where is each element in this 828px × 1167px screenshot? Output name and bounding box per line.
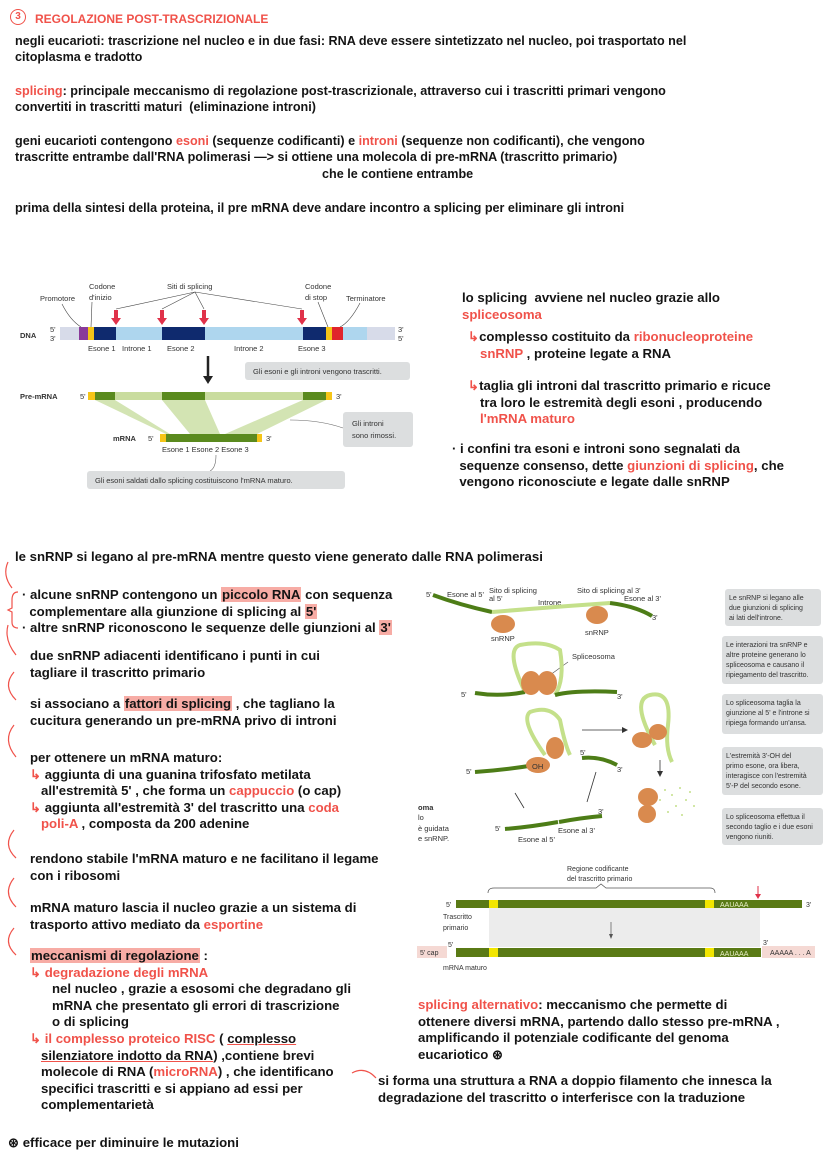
- svg-text:5'-P del secondo esone.: 5'-P del secondo esone.: [726, 783, 801, 790]
- text-line: [15, 200, 624, 216]
- caption-box: Gli esoni e gli introni vengono trascritti.: [253, 367, 382, 376]
- svg-text:Trascritto: Trascritto: [443, 914, 472, 921]
- cropped-caption: oma: [418, 803, 434, 812]
- svg-text:3': 3': [763, 940, 769, 947]
- paragraph-pre-mrna: [15, 200, 624, 216]
- svg-text:5': 5': [80, 392, 86, 401]
- text-line: [15, 549, 543, 566]
- svg-text:interagisce con l'estremità: interagisce con l'estremità: [726, 773, 807, 780]
- text-line: [418, 1014, 780, 1031]
- svg-text:ripiegamento del trascritto.: ripiegamento del trascritto.: [726, 672, 809, 679]
- paragraph-esoni-introni: [15, 133, 645, 182]
- svg-text:5': 5': [426, 590, 432, 599]
- label-esone-2: Esone 2: [167, 344, 195, 353]
- text-segment: : meccanismo che permette di: [538, 997, 728, 1012]
- dna-splicing-diagram: [20, 282, 413, 489]
- text-segment: trasporto attivo mediato da: [30, 916, 204, 932]
- emphasized-text: 3': [380, 620, 391, 636]
- svg-text:5': 5': [466, 767, 472, 776]
- text-line: [30, 648, 320, 665]
- emphasized-text: splicing: [15, 84, 63, 98]
- svg-text:L'estremità 3'-OH del: L'estremità 3'-OH del: [726, 753, 792, 760]
- svg-text:Introne: Introne: [538, 598, 562, 607]
- svg-text:5': 5': [495, 824, 501, 833]
- svg-text:5': 5': [50, 325, 56, 334]
- text-segment: degradazione del trascritto o interferisce con la traduzione: [378, 1089, 746, 1105]
- text-segment: taglia gli introni dal trascritto primario e ricuce: [479, 378, 771, 393]
- label-terminatore: Terminatore: [346, 294, 386, 303]
- svg-text:sono rimossi.: sono rimossi.: [352, 431, 397, 440]
- text-line: [15, 33, 686, 49]
- note-complesso: [468, 329, 753, 362]
- text-segment: (sequenze codificanti) e: [208, 134, 359, 148]
- mrna-maturation-diagram: [417, 866, 815, 972]
- text-line: [452, 458, 784, 475]
- step-mrna-maturo: [30, 750, 341, 833]
- text-line: [15, 49, 686, 65]
- svg-text:lo: lo: [418, 813, 424, 822]
- text-segment: · i confini tra esoni e introni sono segnalati da: [452, 441, 740, 456]
- svg-text:spliceosoma e causano il: spliceosoma e causano il: [726, 662, 805, 669]
- text-segment: negli eucarioti: trascrizione nel nucleo e in due fasi: RNA deve essere sintetizzato nel nucleo, poi trasportato nel: [15, 34, 687, 48]
- text-line: [30, 750, 341, 767]
- text-segment: citoplasma e tradotto: [15, 50, 143, 65]
- emphasized-text: ↳: [468, 378, 480, 393]
- svg-text:Le snRNP si legano alle: Le snRNP si legano alle: [729, 595, 804, 602]
- svg-text:Lo spliceosoma taglia la: Lo spliceosoma taglia la: [726, 700, 801, 707]
- emphasized-text: fattori di splicing: [124, 696, 232, 711]
- text-segment: , composta da 200 adenine: [77, 816, 250, 832]
- text-segment: :: [199, 948, 208, 963]
- text-segment: con i ribosomi: [30, 867, 121, 883]
- text-segment: geni eucarioti contengono: [15, 134, 176, 148]
- text-segment: amplificando il potenziale codificante del genoma: [418, 1030, 729, 1046]
- text-line: [452, 474, 784, 491]
- svg-text:3': 3': [806, 902, 812, 909]
- paragraph-splicing-definition: [15, 83, 666, 116]
- text-segment: cucitura generando un pre-mRNA privo di introni: [30, 712, 337, 728]
- note-splicing-alternativo: [418, 997, 780, 1063]
- svg-text:3': 3': [652, 613, 658, 622]
- svg-text:3': 3': [398, 325, 404, 334]
- svg-text:del trascritto primario: del trascritto primario: [567, 876, 633, 883]
- emphasized-text: piccolo RNA: [222, 587, 301, 602]
- label-mrna-exons: Esone 1 Esone 2 Esone 3: [162, 445, 249, 454]
- svg-text:giunzione al 5' e l'introne si: giunzione al 5' e l'introne si: [726, 710, 810, 717]
- text-segment: molecole di RNA (: [30, 1064, 154, 1080]
- svg-text:Esone al 5': Esone al 5': [518, 835, 555, 844]
- text-segment: trascritte entrambe dall'RNA polimerasi —> si ottiene una molecola di pre-mRNA (trascritto primario): [15, 150, 618, 165]
- svg-text:3': 3': [266, 434, 272, 443]
- text-line: [30, 1081, 351, 1098]
- svg-text:Sito di splicing al 3': Sito di splicing al 3': [577, 586, 641, 595]
- text-segment: che le contiene entrambe: [322, 166, 474, 181]
- section-title: REGOLAZIONE POST-TRASCRIZIONALE: [35, 12, 269, 26]
- footnote: [8, 1135, 239, 1152]
- text-segment: si forma una struttura a RNA a doppio filamento che innesca la: [378, 1073, 772, 1088]
- text-segment: (sequenze non codificanti), che vengono: [397, 134, 645, 148]
- text-line: [30, 800, 341, 817]
- text-line: [30, 816, 341, 833]
- text-line: [30, 948, 351, 965]
- svg-text:altre proteine generano lo: altre proteine generano lo: [726, 652, 806, 659]
- step-stabile: [30, 851, 379, 884]
- spliceosome-diagram: [418, 586, 823, 845]
- svg-text:ripiega formando un'ansa.: ripiega formando un'ansa.: [726, 720, 807, 727]
- svg-text:3': 3': [50, 334, 56, 343]
- label-introne-2: Introne 2: [234, 344, 264, 353]
- emphasized-text: esoni: [175, 134, 209, 148]
- label-pre-mrna: Pre-mRNA: [20, 392, 58, 401]
- svg-text:5': 5': [580, 748, 586, 757]
- svg-text:5': 5': [461, 690, 467, 699]
- svg-text:e snRNP.: e snRNP.: [418, 834, 450, 843]
- svg-text:AAUAAA: AAUAAA: [720, 902, 749, 909]
- svg-text:è guidata: è guidata: [418, 824, 449, 833]
- text-line: [15, 83, 666, 99]
- text-segment: tagliare il trascritto primario: [30, 664, 206, 680]
- note-doppio-filamento: [378, 1073, 772, 1106]
- text-line: [468, 378, 771, 395]
- text-segment: ⊛ efficace per diminuire le mutazioni: [8, 1135, 239, 1150]
- label-codone-stop: Codone: [305, 282, 332, 291]
- text-segment: , che tagliano la: [232, 696, 335, 711]
- svg-text:Esone al 3': Esone al 3': [624, 594, 661, 603]
- text-segment: (: [215, 1030, 228, 1046]
- emphasized-text: ↳: [30, 766, 42, 782]
- svg-text:3': 3': [598, 807, 604, 816]
- text-line: [30, 998, 351, 1015]
- svg-text:5': 5': [398, 334, 404, 343]
- label-esone-1: Esone 1: [88, 344, 116, 353]
- emphasized-text: l'mRNA maturo: [480, 411, 575, 427]
- text-segment: si associano a: [30, 696, 124, 711]
- emphasized-text: giunzioni di splicing: [627, 457, 754, 473]
- svg-text:3': 3': [617, 692, 623, 701]
- emphasized-text: silenziatore indotto da RNA: [41, 1047, 214, 1063]
- text-segment: rendono stabile l'mRNA maturo e ne facilitano il legame: [30, 851, 379, 866]
- text-segment: prima della sintesi della proteina, il pre mRNA deve andare incontro a splicing per eliminare gli introni: [15, 201, 625, 215]
- text-segment: convertiti in trascritti maturi (eliminazione introni): [15, 100, 316, 115]
- text-line: [30, 981, 351, 998]
- emphasized-text: ↳ il complesso proteico RISC: [30, 1030, 216, 1046]
- text-segment: , proteine legate a RNA: [523, 345, 672, 361]
- note-giunzioni: [452, 441, 784, 491]
- svg-text:AAUAAA: AAUAAA: [720, 951, 749, 958]
- text-segment: le snRNP si legano al pre-mRNA mentre questo viene generato dalle RNA polimerasi: [15, 549, 543, 564]
- text-line: [15, 133, 645, 149]
- emphasized-text: ↳: [468, 329, 480, 344]
- svg-text:Le interazioni tra snRNP e: Le interazioni tra snRNP e: [726, 642, 808, 649]
- svg-text:Gli introni: Gli introni: [352, 419, 384, 428]
- text-segment: ) ,contiene brevi: [213, 1047, 315, 1063]
- text-line: [30, 767, 341, 784]
- label-codone-inizio: Codone: [89, 282, 116, 291]
- emphasized-text: snRNP: [480, 345, 523, 361]
- text-line: [30, 1097, 351, 1114]
- text-line: [15, 99, 666, 115]
- emphasized-text: coda: [308, 799, 340, 815]
- text-segment: mRNA che presentato gli errori di trascrizione: [30, 997, 340, 1013]
- text-line: [418, 997, 780, 1014]
- svg-text:mRNA maturo: mRNA maturo: [443, 965, 487, 972]
- label-dna: DNA: [20, 331, 37, 340]
- text-segment: (o cap): [294, 783, 342, 799]
- svg-text:vengono riuniti.: vengono riuniti.: [726, 834, 774, 841]
- text-line: [418, 1030, 780, 1047]
- note-spliceosoma: [462, 290, 720, 323]
- label-introne-1: Introne 1: [122, 344, 152, 353]
- text-line: [468, 346, 753, 363]
- svg-text:due giunzioni di splicing: due giunzioni di splicing: [729, 605, 803, 612]
- svg-text:primo esone, ora libera,: primo esone, ora libera,: [726, 763, 800, 770]
- text-line: [378, 1073, 772, 1090]
- text-line: [30, 696, 337, 713]
- text-segment: lo splicing avviene nel nucleo grazie allo: [462, 290, 720, 305]
- svg-text:AAAAA . . . A: AAAAA . . . A: [770, 950, 811, 957]
- list-snrnp: [22, 587, 392, 637]
- text-line: [30, 665, 320, 682]
- text-segment: o di splicing: [30, 1014, 129, 1030]
- text-line: [468, 329, 753, 346]
- text-segment: · altre snRNP riconoscono le sequenze delle giunzioni al: [22, 620, 380, 636]
- text-line: [22, 620, 392, 637]
- svg-text:Sito di splicing: Sito di splicing: [489, 586, 537, 595]
- emphasized-text: cappuccio: [229, 783, 295, 799]
- text-segment: tra loro le estremità degli esoni , producendo: [480, 394, 763, 410]
- text-line: [418, 1047, 780, 1064]
- paragraph-eucarioti: [15, 33, 686, 66]
- text-line: [22, 587, 392, 604]
- svg-text:3': 3': [617, 765, 623, 774]
- text-segment: specifici trascritti e si appiano ad essi per: [30, 1080, 303, 1096]
- text-segment: due snRNP adiacenti identificano i punti in cui: [30, 648, 320, 663]
- svg-text:Regione codificante: Regione codificante: [567, 866, 629, 873]
- text-line: [15, 149, 645, 165]
- caption-box: Gli esoni saldati dallo splicing costituiscono l'mRNA maturo.: [95, 476, 293, 485]
- text-line: [30, 1014, 351, 1031]
- text-line: [30, 868, 379, 885]
- text-segment: aggiunta all'estremità 3' del trascritto una: [41, 799, 309, 815]
- text-segment: · alcune snRNP contengono un: [22, 587, 222, 602]
- text-segment: complementarietà: [30, 1097, 154, 1113]
- step-due-snrnp: [30, 648, 320, 681]
- svg-text:Esone al 5': Esone al 5': [447, 590, 484, 599]
- text-line: [468, 411, 771, 428]
- text-line: [30, 900, 356, 917]
- paragraph-snrnp: [15, 549, 543, 566]
- text-line: [30, 1048, 351, 1065]
- text-segment: sequenze consenso, dette: [452, 457, 628, 473]
- text-segment: vengono riconosciute e legate dalle snRNP: [452, 474, 730, 490]
- text-line: [30, 713, 337, 730]
- label-codone-inizio: d'inizio: [89, 293, 112, 302]
- text-line: [8, 1135, 239, 1152]
- label-promotore: Promotore: [40, 294, 76, 303]
- step-fattori: [30, 696, 337, 729]
- text-line: [30, 1031, 351, 1048]
- text-line: [30, 783, 341, 800]
- text-line: [30, 1064, 351, 1081]
- text-segment: nel nucleo , grazie a esosomi che degradano gli: [30, 981, 351, 997]
- text-segment: ottenere diversi mRNA, partendo dallo stesso pre-mRNA ,: [418, 1013, 780, 1029]
- emphasized-text: meccanismi di regolazione: [31, 948, 199, 963]
- svg-text:Spliceosoma: Spliceosoma: [572, 652, 615, 661]
- text-line: [462, 290, 720, 307]
- text-segment: mRNA maturo lascia il nucleo grazie a un sistema di: [30, 900, 357, 915]
- svg-text:secondo taglio e i due esoni: secondo taglio e i due esoni: [726, 824, 813, 831]
- step-meccanismi: [30, 948, 351, 1114]
- svg-text:OH: OH: [532, 762, 544, 771]
- svg-text:3': 3': [336, 392, 342, 401]
- step-esportine: [30, 900, 356, 933]
- emphasized-text: poli-A: [41, 816, 78, 832]
- section-number-icon: 3: [10, 9, 26, 25]
- text-segment: [30, 1048, 41, 1063]
- emphasized-text: introni: [358, 134, 398, 148]
- text-line: [30, 851, 379, 868]
- svg-text:al 5': al 5': [489, 594, 503, 603]
- emphasized-text: ribonucleoproteine: [633, 329, 754, 344]
- text-segment: complesso costituito da: [479, 329, 634, 344]
- text-line: [30, 917, 356, 934]
- svg-text:ai lati dell'introne.: ai lati dell'introne.: [729, 615, 783, 622]
- text-segment: ) , che identificano: [217, 1064, 334, 1080]
- text-line: [378, 1090, 772, 1107]
- label-esone-3: Esone 3: [298, 344, 326, 353]
- svg-text:5': 5': [448, 942, 454, 949]
- label-siti-splicing: Siti di splicing: [167, 282, 213, 291]
- emphasized-text: spliceosoma: [462, 306, 542, 322]
- text-segment: complementare alla giunzione di splicing al: [22, 603, 305, 619]
- text-line: [30, 965, 351, 982]
- emphasized-text: esportine: [203, 916, 264, 932]
- label-mrna: mRNA: [113, 434, 136, 443]
- text-segment: eucariotico ⊛: [418, 1046, 504, 1062]
- svg-text:primario: primario: [443, 925, 469, 932]
- text-segment: , che: [753, 457, 784, 473]
- emphasized-text: ↳ degradazione degli mRNA: [30, 964, 209, 980]
- svg-text:5' cap: 5' cap: [420, 950, 439, 957]
- label-codone-stop: di stop: [305, 293, 328, 302]
- emphasized-text: microRNA: [153, 1064, 218, 1080]
- text-segment: [30, 816, 41, 831]
- text-segment: aggiunta di una guanina trifosfato metilata: [41, 766, 311, 782]
- emphasized-text: complesso: [227, 1030, 297, 1046]
- text-line: [462, 307, 720, 324]
- svg-text:Lo spliceosoma effettua il: Lo spliceosoma effettua il: [726, 814, 805, 821]
- text-line: [452, 441, 784, 458]
- emphasized-text: 5': [305, 603, 317, 619]
- svg-text:snRNP: snRNP: [585, 628, 609, 637]
- text-segment: all'estremità 5' , che forma un: [30, 783, 230, 799]
- svg-text:snRNP: snRNP: [491, 634, 515, 643]
- text-segment: : principale meccanismo di regolazione post-trascrizionale, attraverso cui i trascritti primari vengono: [62, 84, 666, 98]
- svg-text:Esone al 3': Esone al 3': [558, 826, 595, 835]
- text-line: [22, 604, 392, 621]
- text-segment: per ottenere un mRNA maturo:: [30, 750, 223, 765]
- svg-text:5': 5': [446, 902, 452, 909]
- emphasized-text: splicing alternativo: [418, 997, 539, 1012]
- emphasized-text: ↳: [30, 799, 42, 815]
- text-segment: con sequenza: [301, 587, 393, 602]
- text-line: [468, 395, 771, 412]
- text-line: [15, 166, 645, 182]
- note-taglia: [468, 378, 771, 428]
- svg-text:5': 5': [148, 434, 154, 443]
